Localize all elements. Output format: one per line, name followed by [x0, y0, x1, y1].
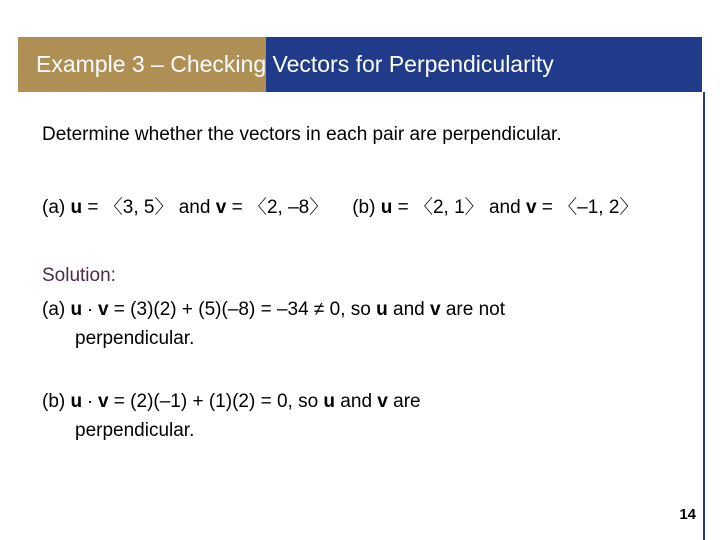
pair-b-label: (b)	[352, 197, 381, 218]
solution-a-u: u	[70, 299, 83, 320]
solution-b-line	[42, 387, 421, 416]
solution-label: Solution:	[42, 265, 116, 286]
slide-title: Example 3 – Checking Vectors for Perpendicularity	[36, 51, 554, 77]
pair-b-v-value: = 〈–1, 2〉	[536, 197, 639, 218]
solution-a-and: and	[387, 299, 430, 320]
pair-a-v-value: = 〈2, –8〉	[226, 197, 329, 218]
solution-b-u2: u	[323, 391, 336, 412]
solution-b-and: and	[335, 391, 378, 412]
solution-a-u2: u	[376, 299, 388, 320]
pair-b-u-value: = 〈2, 1〉 and	[392, 197, 526, 218]
solution-b-label: (b)	[42, 391, 71, 412]
solution-a-v: v	[97, 299, 109, 320]
pair-a-u: u	[70, 197, 83, 218]
solution-b-calc: = (2)(–1) + (1)(2) = 0, so	[108, 391, 324, 412]
pair-a	[42, 197, 328, 218]
solution-b-u: u	[70, 391, 83, 412]
solution-a-v2: v	[429, 299, 441, 320]
vector-pairs	[42, 193, 638, 222]
solution-b-v: v	[97, 391, 109, 412]
solution-b-tail: are	[387, 391, 421, 412]
page-number: 14	[679, 506, 696, 523]
solution-a	[42, 295, 505, 353]
dot-operator: ∙	[82, 391, 98, 412]
dot-operator: ∙	[82, 299, 98, 320]
pair-b-v: v	[525, 197, 537, 218]
solution-a-continuation: perpendicular.	[75, 328, 195, 349]
solution-b-v2: v	[377, 391, 388, 412]
solution-b-continuation: perpendicular.	[75, 420, 195, 441]
solution-a-tail: are not	[440, 299, 505, 320]
pair-b-u: u	[380, 197, 393, 218]
solution-a-line	[42, 295, 505, 324]
right-border-rule	[703, 92, 705, 540]
pair-a-u-value: = 〈3, 5〉 and	[82, 197, 216, 218]
solution-a-label: (a)	[42, 299, 71, 320]
pair-b	[352, 197, 638, 218]
solution-a-calc: = (3)(2) + (5)(–8) = –34 ≠ 0, so	[108, 299, 377, 320]
pair-a-v: v	[215, 197, 227, 218]
pair-a-label: (a)	[42, 197, 71, 218]
problem-statement: Determine whether the vectors in each pair are perpendicular.	[42, 124, 562, 145]
solution-b	[42, 387, 421, 445]
